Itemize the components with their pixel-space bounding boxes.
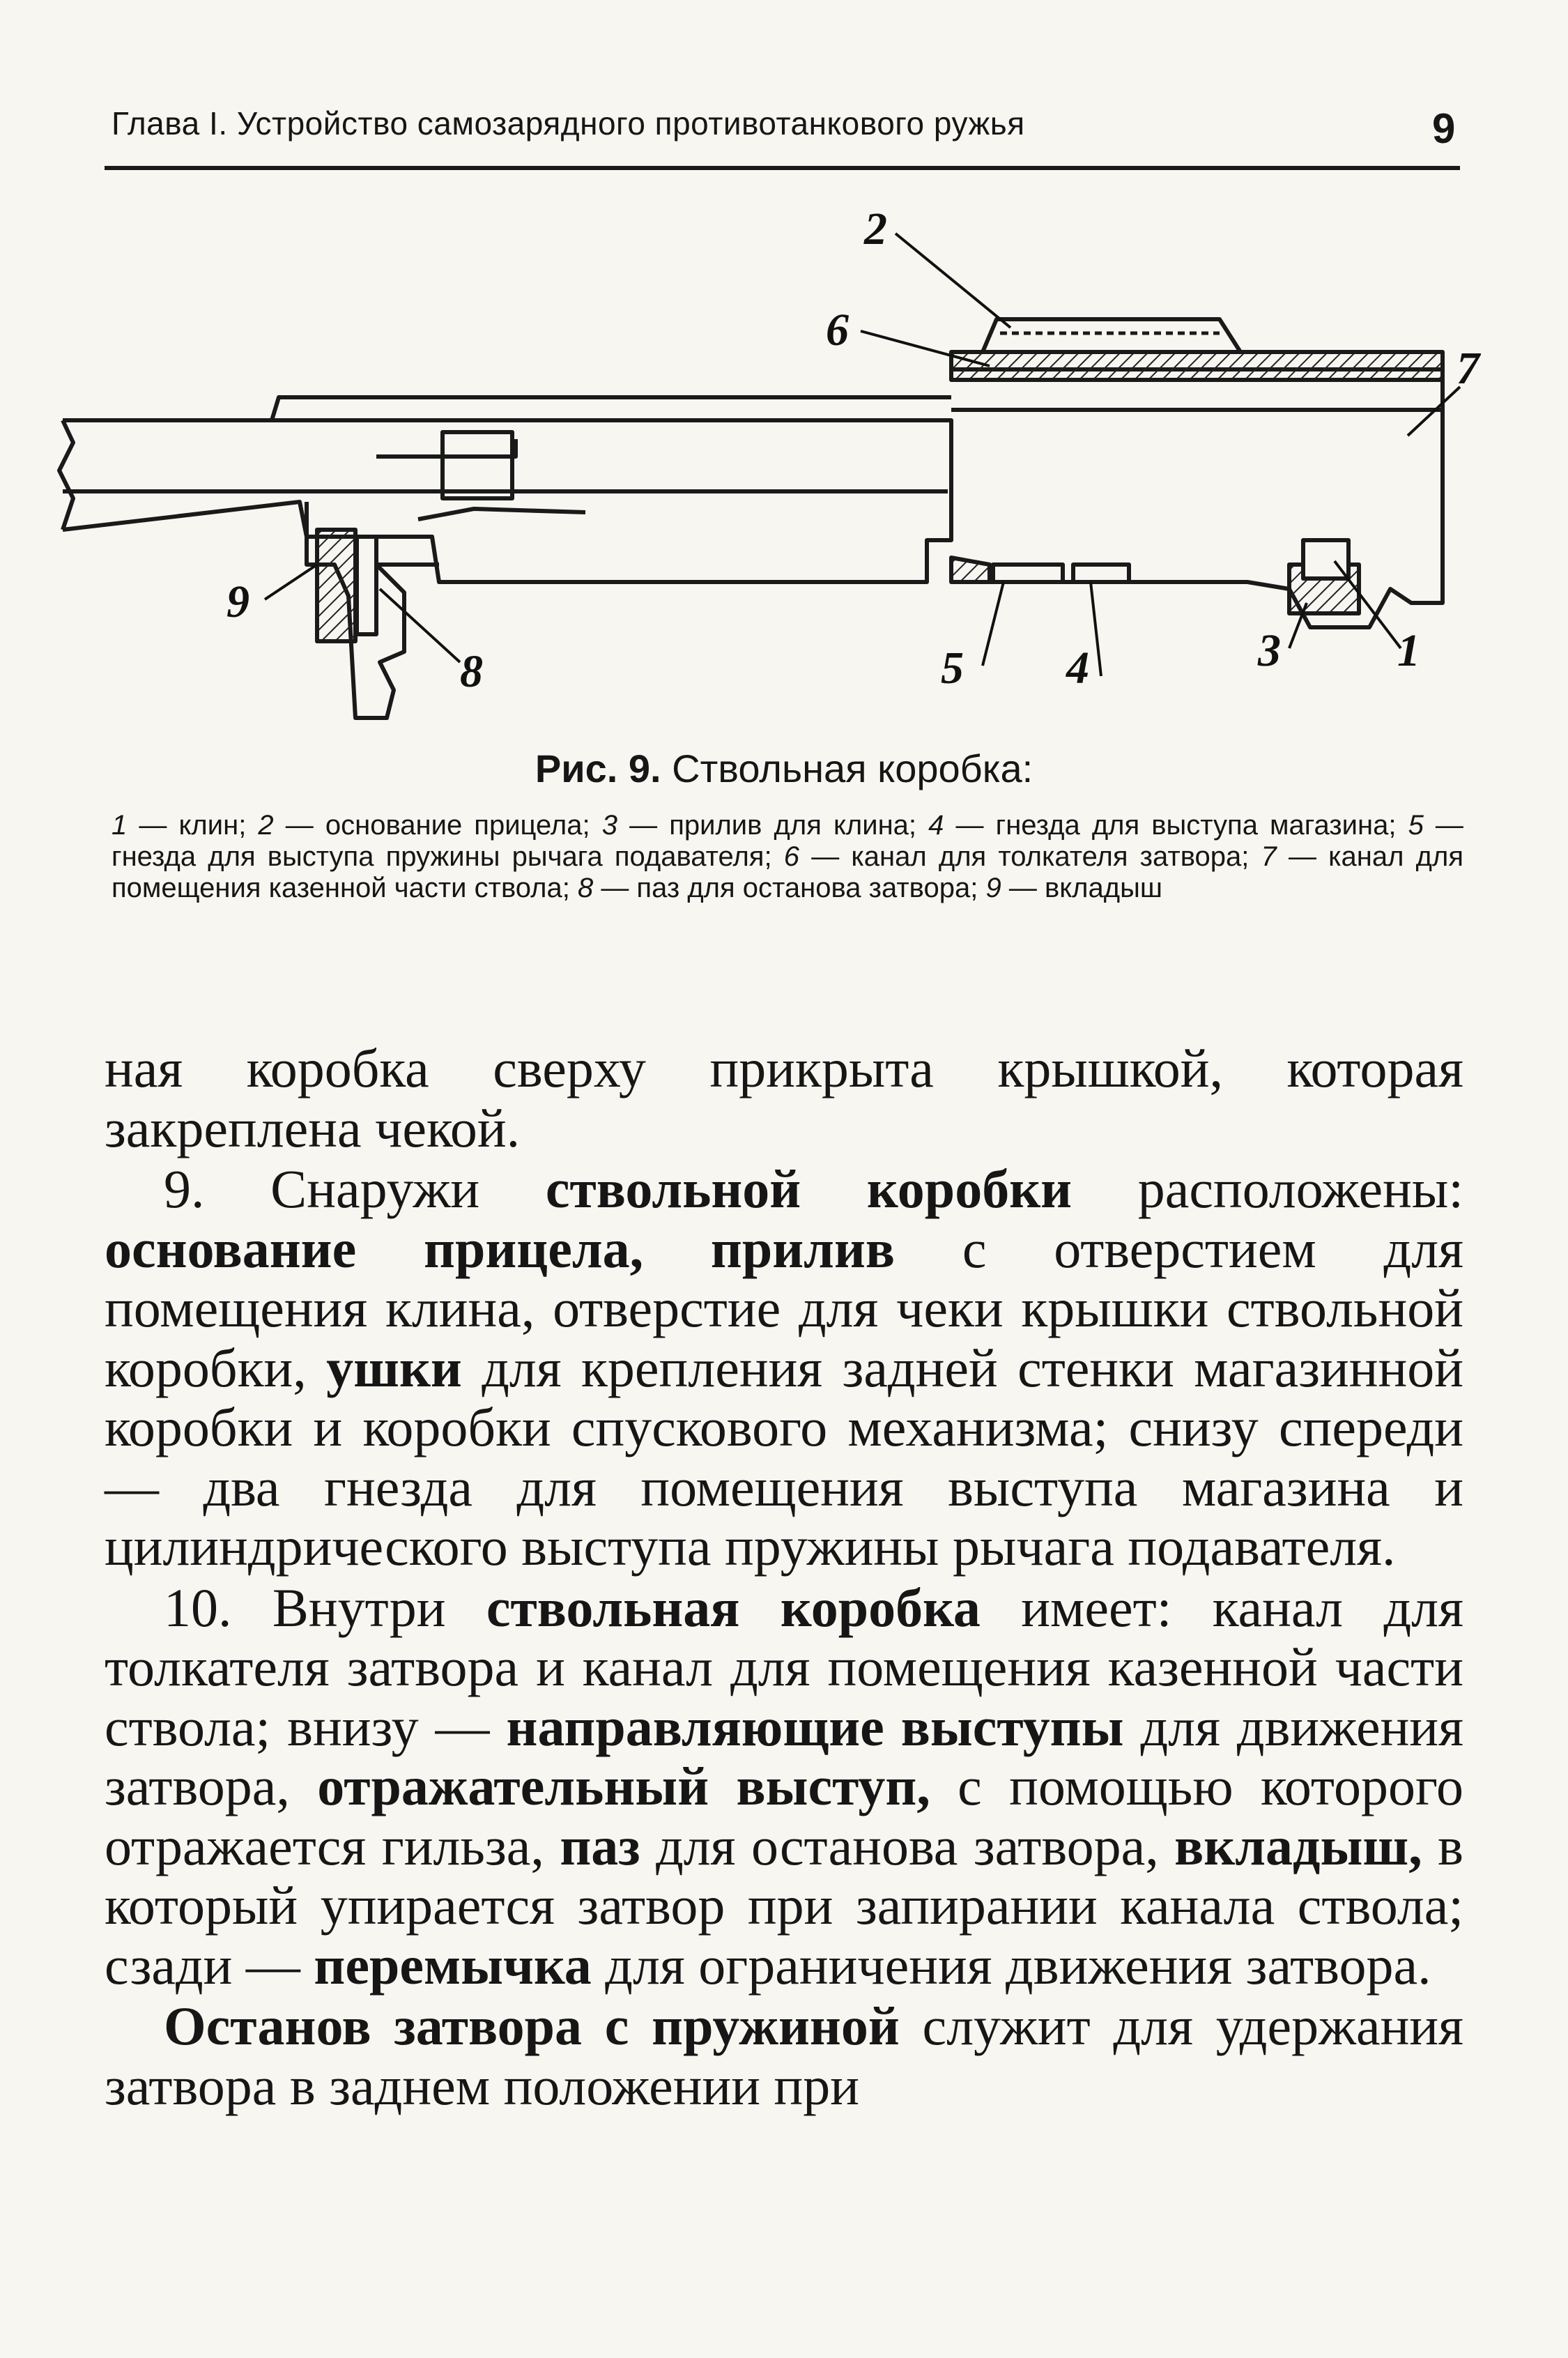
callout-7: 7 (1456, 343, 1479, 394)
text-run: с отверстием для помещения клина, отверстие для чеки крышки ствольной коробки, (105, 1218, 1463, 1398)
callout-4: 4 (1066, 643, 1089, 694)
callout-2: 2 (864, 204, 887, 254)
stop-slot (357, 537, 376, 634)
bottom-hatch-left (951, 558, 990, 582)
figure-legend (112, 810, 1463, 904)
callout-5: 5 (941, 643, 964, 694)
term-bold: ствольная коробка (486, 1577, 981, 1638)
term-bold: перемычка (314, 1934, 592, 1996)
callout-1: 1 (1397, 625, 1420, 676)
legend-text: — паз для останова затвора; (601, 873, 978, 903)
text-run: имеет: канал для толкателя затвора и канал для помещения казенной части ствола; внизу — (105, 1577, 1463, 1757)
figure-label: Рис. 9. (535, 747, 661, 790)
term-bold: вкладыш, (1174, 1815, 1422, 1876)
legend-num: 9 (985, 873, 1001, 903)
legend-text: — канал для толкателя затвора; (811, 841, 1250, 872)
text-run: для ограничения движения затвора. (591, 1934, 1431, 1996)
text-run: для останова затвора, (640, 1815, 1175, 1876)
term-bold: основание прицела, прилив (105, 1218, 896, 1279)
legend-num: 2 (258, 810, 274, 841)
text-run: расположены: (1072, 1158, 1463, 1219)
receiver-drawing (42, 202, 1505, 732)
legend-num: 3 (601, 810, 617, 841)
figure-caption (0, 746, 1568, 791)
legend-text: — прилив для клина; (629, 810, 917, 841)
term-bold: паз (560, 1815, 640, 1876)
text-run: с помощью которого отражается гильза, (105, 1756, 1463, 1876)
running-header: Глава I. Устройство самозарядного противотанкового ружья (112, 105, 1025, 141)
legend-num: 8 (577, 873, 594, 903)
text-run: в который упирается затвор при запирании канала ствола; сзади — (105, 1815, 1463, 1996)
legend-text: — гнезда для выступа пружины рычага подавателя; (112, 810, 1463, 872)
text-run: 9. Снаружи (164, 1158, 546, 1219)
legend-text: — основание прицела; (285, 810, 590, 841)
term-bold: Останов затвора с пружиной (164, 1996, 900, 2056)
sight-base (983, 319, 1240, 352)
legend-num: 1 (112, 810, 128, 841)
callout-8: 8 (460, 646, 483, 697)
term-bold: ствольной коробки (545, 1158, 1073, 1219)
text-run: для крепления задней стенки магазинной коробки и коробки спускового механизма; снизу спереди — два гнезда для помещения выступа магазина и цилиндрического выступа пружины рычага подавателя. (105, 1337, 1463, 1577)
page-number: 9 (1432, 105, 1456, 152)
term-bold: направляющие выступы (506, 1696, 1124, 1757)
seat-5 (993, 565, 1063, 582)
stock-break-left (59, 420, 73, 530)
text-run: служит для удержания затвора в заднем положении при (105, 1996, 1463, 2116)
legend-num: 4 (928, 810, 944, 841)
callout-9: 9 (226, 576, 249, 627)
paragraph-10 (105, 1578, 1463, 1996)
seat-4 (1073, 565, 1129, 582)
term-bold: ушки (326, 1337, 462, 1398)
paragraph-9 (105, 1159, 1463, 1577)
callout-6: 6 (826, 305, 849, 355)
receiver-diagram (42, 202, 1505, 732)
text-run: 10. Внутри (164, 1577, 486, 1638)
figure-title: Ствольная коробка: (672, 747, 1033, 790)
stock-section (63, 420, 951, 582)
insert-pocket (317, 530, 355, 641)
legend-num: 7 (1261, 841, 1277, 872)
body-text (105, 1039, 1463, 2115)
legend-text: — вкладыш (1008, 873, 1162, 903)
legend-text: — канал для помещения казенной части ствола; (112, 841, 1463, 903)
legend-num: 5 (1408, 810, 1424, 841)
term-bold: отражательный выступ, (317, 1756, 930, 1816)
stock-top-step (63, 397, 951, 420)
legend-num: 6 (783, 841, 800, 872)
pusher-channel-hatch (951, 352, 1443, 380)
legend-text: — гнезда для выступа магазина; (955, 810, 1397, 841)
callout-3: 3 (1258, 625, 1281, 676)
lower-guide (418, 509, 585, 519)
paragraph-bolt-stop (105, 1996, 1463, 2115)
header-rule (105, 166, 1460, 170)
text-run: для движения затвора, (105, 1696, 1463, 1816)
rear-step (376, 439, 516, 457)
legend-text: — клин; (139, 810, 247, 841)
paragraph-continued: ная коробка сверху прикрыта крышкой, которая закреплена чекой. (105, 1038, 1463, 1158)
magazine-lug (443, 432, 512, 498)
